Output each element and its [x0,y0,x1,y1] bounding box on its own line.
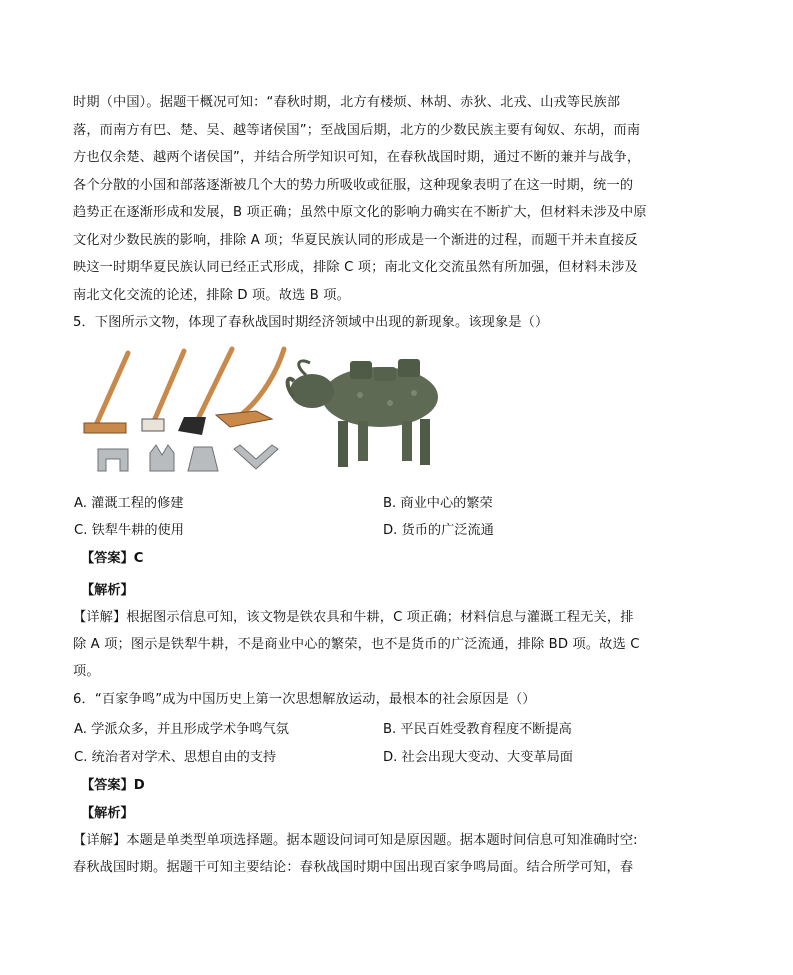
text-line: 各个分散的小国和部落逐渐被几个大的势力所吸收或征服，这种现象表明了在这一时期，统一的 [73,178,634,193]
text-line: 趋势正在逐渐形成和发展，B 项正确；虽然中原文化的影响力确实在不断扩大，但材料未涉及中原 [73,205,647,220]
q5-option-b: B. 商业中心的繁荣 [383,496,493,511]
text-line: 映这一时期华夏民族认同已经正式形成，排除 C 项；南北文化交流虽然有所加强，但材料未涉及 [73,260,638,275]
text-line: 落，而南方有巴、楚、吴、越等诸侯国”；至战国后期，北方的少数民族主要有匈奴、东胡，而南 [73,123,641,138]
q6-detail-line: 春秋战国时期。据题干可知主要结论：春秋战国时期中国出现百家争鸣局面。结合所学可知，春 [73,860,634,875]
iron-tool-heads [98,445,278,471]
q5-detail-line: 项。 [73,664,100,679]
text-line: 时期（中国）。据题干概况可知：“春秋时期，北方有楼烦、林胡、赤狄、北戎、山戎等民族部 [73,95,621,110]
q5-option-c: C. 铁犁牛耕的使用 [74,523,184,538]
q6-answer: 【答案】D [81,778,145,793]
text-line: 南北文化交流的论述，排除 D 项。故选 B 项。 [73,288,350,303]
q6-option-a: A. 学派众多，并且形成学术争鸣气氛 [74,722,289,737]
q6-detail-line: 【详解】本题是单类型单项选择题。据本题设问词可知是原因题。据本题时间信息可知准确时空: [73,833,638,848]
iron-tools-and-ox-figure [80,345,460,477]
text-line: 文化对少数民族的影响，排除 A 项；华夏民族认同的形成是一个渐进的过程，而题干并未直接反 [73,233,638,248]
q5-option-d: D. 货币的广泛流通 [383,523,494,538]
question-6-stem: 6．“百家争鸣”成为中国历史上第一次思想解放运动，最根本的社会原因是（） [73,692,536,707]
q5-analysis-label: 【解析】 [81,583,134,598]
q6-option-d: D. 社会出现大变动、大变革局面 [383,750,573,765]
q5-detail-line: 【详解】根据图示信息可知，该文物是铁农具和牛耕，C 项正确；材料信息与灌溉工程无关，排 [73,610,634,625]
q5-answer: 【答案】C [81,551,144,566]
question-5-stem: 5．下图所示文物，体现了春秋战国时期经济领域中出现的新现象。该现象是（） [73,315,549,330]
text-line: 方也仅余楚、越两个诸侯国”，并结合所学知识可知，在春秋战国时期，通过不断的兼并与战争， [73,150,641,165]
q5-option-a: A. 灌溉工程的修建 [74,496,184,511]
artifact-figure [80,345,460,477]
q5-detail-line: 除 A 项；图示是铁犁牛耕，不是商业中心的繁荣，也不是货币的广泛流通，排除 BD 项。故选 C [73,637,640,652]
bronze-ox-vessel-icon [288,359,438,467]
q6-option-b: B. 平民百姓受教育程度不断提高 [383,722,572,737]
iron-spade-icon [142,351,184,431]
iron-hoe-icon [84,353,128,433]
q6-analysis-label: 【解析】 [81,806,134,821]
q6-option-c: C. 统治者对学术、思想自由的支持 [74,750,277,765]
